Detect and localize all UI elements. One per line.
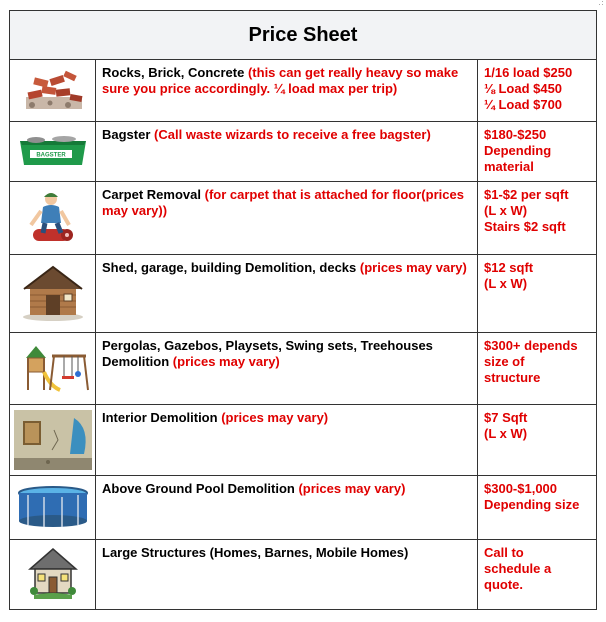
brick-rubble-icon <box>20 67 86 113</box>
row-description <box>96 181 478 254</box>
price-line: $1-$2 per sqft <box>484 187 569 202</box>
price-line: ¼ Load $700 <box>484 97 563 112</box>
bagster-bag-icon <box>16 133 90 169</box>
row-image-cell <box>10 254 96 332</box>
price-line: ⅛ Load $450 <box>484 81 563 96</box>
row-label: Interior Demolition <box>102 410 218 425</box>
table-row <box>9 59 597 122</box>
table-row <box>9 404 597 476</box>
price-line: (L x W) <box>484 426 528 441</box>
carpet-worker-icon <box>23 189 83 247</box>
row-description <box>96 475 478 539</box>
row-note: (Call waste wizards to receive a free bagster) <box>154 127 431 142</box>
row-image-cell <box>10 181 96 254</box>
price-line: $300-$1,000 <box>484 481 558 496</box>
table-header <box>9 10 597 60</box>
row-note: (for carpet that is attached for floor(prices may vary)) <box>102 187 464 218</box>
row-description <box>96 59 478 121</box>
bag-logo-text: BAGSTER <box>35 152 66 159</box>
row-description <box>96 254 478 332</box>
price-line: (L x W) <box>484 276 528 291</box>
row-description <box>96 121 478 181</box>
table-row <box>9 254 597 333</box>
price-line: $12 sqft <box>484 260 534 275</box>
row-image-cell <box>10 475 96 539</box>
row-price <box>478 59 596 121</box>
price-line: $7 Sqft <box>484 410 528 425</box>
price-line: quote. <box>484 577 523 592</box>
table-row <box>9 332 597 405</box>
row-description <box>96 404 478 475</box>
price-line: structure <box>484 370 541 385</box>
row-note: (this can get really heavy so make sure you price accordingly. ¼ load max per trip) <box>102 65 459 96</box>
row-price <box>478 332 596 404</box>
price-line: Call to <box>484 545 524 560</box>
row-price <box>478 254 596 332</box>
table-row <box>9 181 597 255</box>
row-label: Shed, garage, building Demolition, decks <box>102 260 357 275</box>
price-line: Depending <box>484 143 552 158</box>
row-label: Rocks, Brick, Concrete <box>102 65 245 80</box>
price-line: $300+ depends <box>484 338 578 353</box>
row-label: Bagster <box>102 127 151 142</box>
table-row <box>9 475 597 540</box>
row-price <box>478 539 596 609</box>
table-row <box>9 539 597 610</box>
row-price <box>478 181 596 254</box>
row-price <box>478 121 596 181</box>
price-line: (L x W) <box>484 203 528 218</box>
shed-icon <box>20 263 86 323</box>
row-description <box>96 539 478 609</box>
resize-grip-icon <box>598 0 604 6</box>
row-label: Carpet Removal <box>102 187 201 202</box>
row-label: Pergolas, Gazebos, Playsets, Swing sets, Treehouses Demolition <box>102 338 433 369</box>
row-image-cell <box>10 59 96 121</box>
row-image-cell <box>10 539 96 609</box>
price-line: schedule a <box>484 561 552 576</box>
table-row <box>9 121 597 182</box>
row-description <box>96 332 478 404</box>
row-image-cell <box>10 332 96 404</box>
above-ground-pool-icon <box>16 485 90 529</box>
price-line: $180-$250 <box>484 127 547 142</box>
playset-icon <box>16 342 90 394</box>
price-line: size of <box>484 354 525 369</box>
row-price <box>478 404 596 475</box>
row-image-cell <box>10 404 96 475</box>
row-label: Above Ground Pool Demolition <box>102 481 295 496</box>
interior-room-icon <box>14 410 92 470</box>
page-title: Price Sheet <box>248 23 358 46</box>
row-note: (prices may vary) <box>221 410 329 425</box>
row-label: Large Structures (Homes, Barnes, Mobile Homes) <box>102 545 409 560</box>
row-image-cell <box>10 121 96 181</box>
price-line: Depending size <box>484 497 580 512</box>
row-note: (prices may vary) <box>172 354 280 369</box>
row-note: (prices may vary) <box>359 260 467 275</box>
row-note: (prices may vary) <box>298 481 406 496</box>
price-line: 1/16 load $250 <box>484 65 573 80</box>
price-line: material <box>484 159 534 174</box>
price-sheet-table <box>9 10 597 610</box>
house-icon <box>28 547 78 601</box>
price-line: Stairs $2 sqft <box>484 219 566 234</box>
row-price <box>478 475 596 539</box>
